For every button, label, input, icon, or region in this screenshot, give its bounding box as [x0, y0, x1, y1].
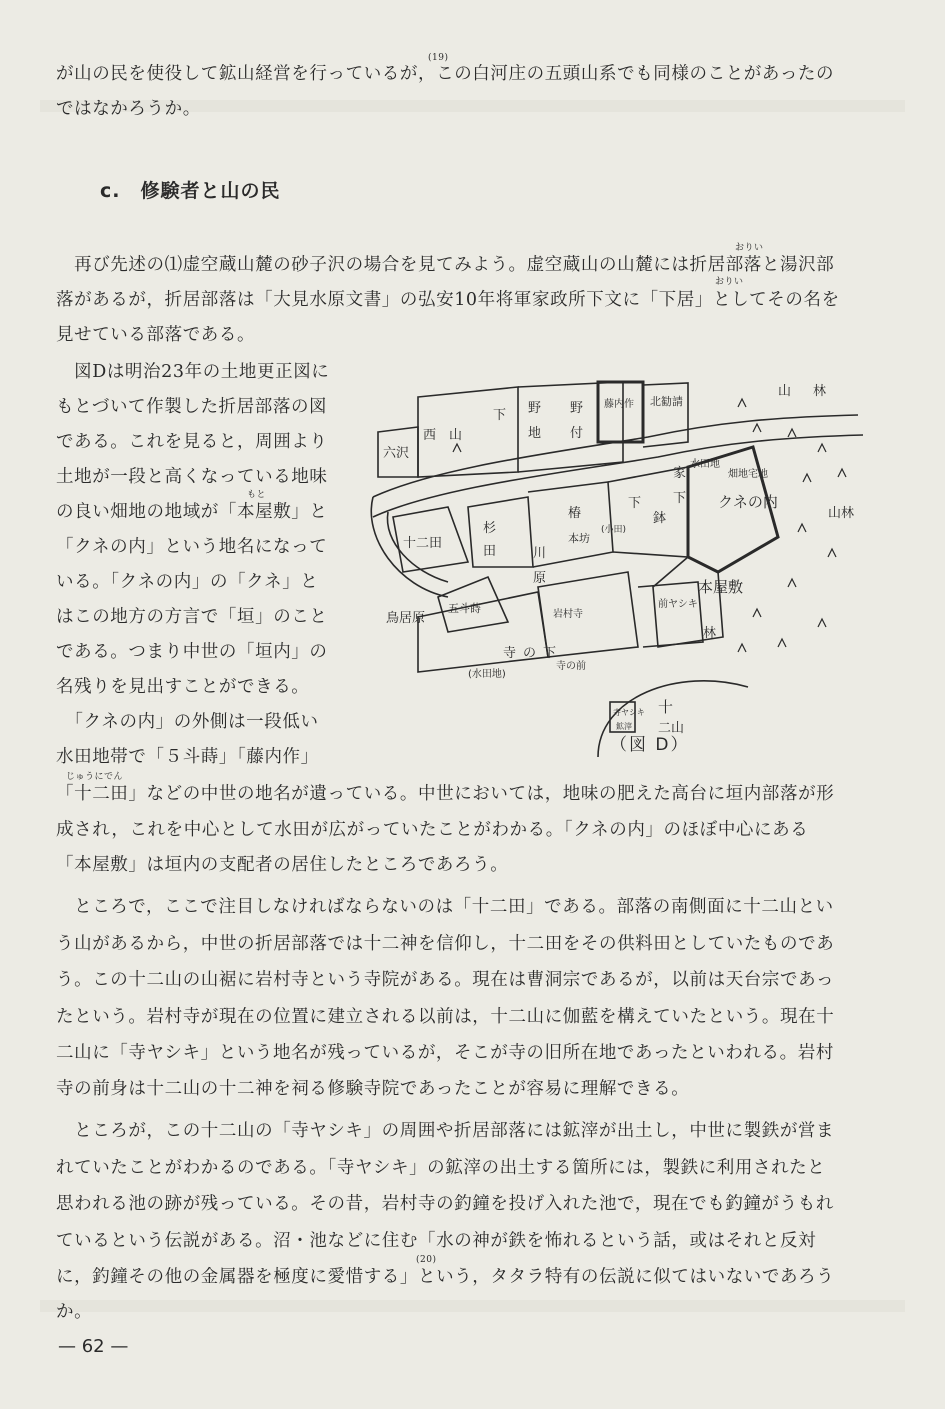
map-label: 鉱滓: [616, 722, 632, 731]
text-line: ところが，この十二山の「寺ヤシキ」の周囲や折居部落には鉱滓が出土し，中世に製鉄が営ま: [56, 1121, 835, 1141]
text-line: ではなかろうか。: [56, 99, 201, 119]
footnote-ref-19: (19): [428, 53, 449, 63]
map-label: 下: [628, 496, 642, 511]
text-line: ているという伝説がある。沼・池などに住む「水の神が鉄を怖れるという話，或はそれと反対: [56, 1231, 817, 1251]
map-label: 十: [658, 698, 674, 716]
map-label: 前ヤシキ: [658, 599, 698, 610]
map-label: 椿: [568, 506, 582, 521]
ruby-text: おりい: [735, 243, 764, 253]
text-line: 二山に「寺ヤシキ」という地名が残っているが，そこが寺の旧所在地であったといわれる。岩村: [56, 1043, 834, 1063]
text-line: 「本屋敷」は垣内の支配者の居住したところであろう。: [56, 855, 509, 875]
text-line: 再び先述の⑴虚空蔵山麓の砂子沢の場合を見てみよう。虚空蔵山の山麓には折居部落と湯沢部: [56, 255, 835, 275]
text-line: 見せている部落である。: [56, 325, 256, 345]
map-label: (水田地): [468, 669, 506, 680]
map-label: 山林: [828, 506, 855, 521]
text-line: か。: [56, 1302, 93, 1322]
text-line: である。つまり中世の「垣内」の: [56, 642, 328, 662]
map-label: 原: [533, 571, 547, 586]
map-label: 林: [813, 384, 827, 399]
text-line: れていたことがわかるのである。「寺ヤシキ」の鉱滓の出土する箇所には，製鉄に利用されたと: [56, 1158, 826, 1178]
text-line: たという。岩村寺が現在の位置に建立される以前は，十二山に伽藍を構えていたという。現在十: [56, 1007, 835, 1027]
text-line: 落があるが，折居部落は「大見水原文書」の弘安10年将軍家政所下文に「下居」としてその名を: [56, 290, 840, 310]
map-label: 田: [483, 544, 497, 559]
ruby-text: もと: [247, 490, 267, 500]
map-label: 下: [543, 646, 557, 661]
text-line: 名残りを見出すことができる。: [56, 677, 310, 697]
text-line: である。これを見ると，周囲より: [56, 432, 328, 452]
map-label: 五斗蒔: [448, 602, 481, 615]
map-label: (小田): [601, 525, 627, 535]
text-line: 「十二田」などの中世の地名が遺っている。中世においては，地味の肥えた高台に垣内部落が形: [56, 784, 835, 804]
map-label: 下: [673, 491, 687, 506]
map-label: 地: [528, 426, 542, 441]
page-number: — 62 —: [58, 1336, 129, 1357]
ruby-text: おりい: [715, 277, 744, 287]
text-line: 水田地帯で「５斗蒔」「藤内作」: [56, 747, 319, 767]
map-label: 川: [533, 546, 547, 561]
map-label: 六沢: [383, 446, 410, 461]
village-map-figure: [358, 357, 888, 757]
text-line: 図Dは明治23年の土地更正図に: [56, 362, 330, 382]
map-label: クネの内: [718, 493, 778, 511]
text-line: う山があるから，中世の折居部落では十二神を信仰し，十二田をその供料田としていたものであ: [56, 934, 835, 954]
map-label: 二山: [658, 721, 685, 736]
map-label: 鉢: [653, 511, 667, 526]
map-label: 寺の前: [556, 661, 586, 672]
map-label: の: [523, 646, 537, 661]
map-label: 山: [778, 384, 792, 399]
map-label: 杉: [483, 521, 497, 536]
map-label: 水田地: [690, 459, 720, 470]
map-label: 十二田: [403, 536, 443, 551]
text-line: 成され，これを中心として水田が広がっていたことがわかる。「クネの内」のほぼ中心にある: [56, 820, 809, 840]
text-line: ところで，ここで注目しなければならないのは「十二田」である。部落の南側面に十二山とい: [56, 897, 834, 917]
text-line: はこの地方の方言で「垣」のこと: [56, 607, 328, 627]
text-line: 「クネの内」という地名になって: [56, 537, 328, 557]
map-label: 西 山: [423, 428, 463, 443]
text-line: に，釣鐘その他の金属器を極度に愛惜する」という，タタラ特有の伝説に似てはいないであろう: [56, 1267, 835, 1287]
text-line: 思われる池の跡が残っている。その昔，岩村寺の釣鐘を投げ入れた池で，現在でも釣鐘がうもれ: [56, 1194, 834, 1214]
text-line: 寺の前身は十二山の十二神を祠る修験寺院であったことが容易に理解できる。: [56, 1079, 690, 1099]
map-label: 野: [570, 401, 584, 416]
map-label: 北勧請: [650, 395, 683, 408]
map-label: 家: [673, 466, 687, 481]
section-heading: c. 修験者と山の民: [100, 180, 281, 202]
map-label: 林: [703, 626, 717, 641]
map-label: 野: [528, 401, 542, 416]
map-label: 畑地宅地: [728, 469, 768, 480]
ruby-text: じゅうにでん: [66, 772, 124, 782]
text-line: いる。「クネの内」の「クネ」と: [56, 572, 319, 592]
figure-caption: （図 D）: [610, 735, 690, 755]
map-label: 本屋敷: [698, 578, 744, 596]
footnote-ref-20: (20): [416, 1255, 437, 1265]
text-line: 「クネの内」の外側は一段低い: [56, 712, 319, 732]
map-label: 付: [570, 426, 584, 441]
map-label: 鳥居原: [386, 611, 426, 626]
text-line: う。この十二山の山裾に岩村寺という寺院がある。現在は曹洞宗であるが，以前は天台宗であっ: [56, 970, 835, 990]
map-label: 本坊: [568, 532, 590, 545]
map-label: 藤内作: [604, 399, 634, 410]
map-label: 岩村寺: [553, 609, 583, 620]
village-map: [358, 357, 888, 757]
text-line: もとづいて作製した折居部落の図: [56, 397, 328, 417]
map-label: 寺: [503, 646, 517, 661]
text-line: 土地が一段と高くなっている地味: [56, 467, 328, 487]
text-line: が山の民を使役して鉱山経営を行っているが，この白河庄の五頭山系でも同様のことがあったの: [56, 64, 835, 84]
map-label: 寺ヤシキ: [613, 708, 645, 717]
map-label: 下: [493, 408, 507, 423]
text-line: の良い畑地の地域が「本屋敷」と: [56, 502, 328, 522]
